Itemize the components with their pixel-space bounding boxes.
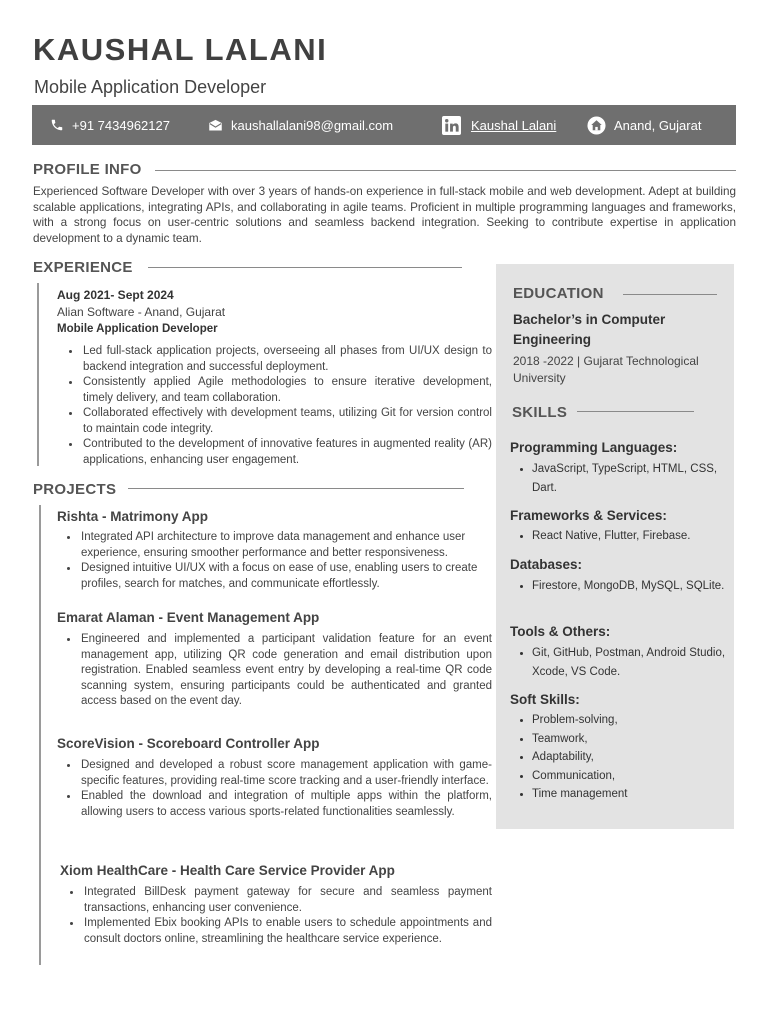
project-title: Emarat Alaman - Event Management App [57, 610, 320, 625]
list-item: • Problem-solving, [532, 711, 732, 730]
education-degree: Bachelor’s in Computer Engineering [513, 312, 666, 347]
list-item: • Integrated API architecture to improve data management and enhance user experience, ensuring smoother performance and better responsiveness. [79, 530, 492, 561]
project-title: Xiom HealthCare - Health Care Service Provider App [60, 863, 395, 878]
experience-timeline [37, 283, 39, 466]
projects-timeline [39, 505, 41, 965]
experience-role: Mobile Application Developer [57, 323, 218, 335]
projects-heading: PROJECTS [33, 481, 117, 498]
contact-linkedin[interactable] [442, 105, 556, 145]
experience-bullets [65, 344, 492, 468]
projects-divider [128, 488, 464, 489]
phone-number: +91 7434962127 [72, 117, 170, 133]
experience-heading: EXPERIENCE [33, 259, 133, 276]
skill-group-title: Databases: [510, 557, 583, 572]
email-icon [208, 119, 223, 132]
skill-list [516, 460, 732, 497]
skill-list [516, 577, 732, 596]
contact-bar [32, 105, 736, 145]
list-item: • Engineered and implemented a participant validation feature for an event management app, utilizing QR code generation and email distribution upon registration. Enabled seamless event entry by developing a real-time QR code scanning system, ensuring participants could be authenticated and granted access based on the event day. [79, 632, 492, 710]
experience-divider [148, 267, 462, 268]
contact-email[interactable] [208, 105, 393, 145]
contact-location [587, 105, 701, 145]
list-item: • JavaScript, TypeScript, HTML, CSS, Dart. [532, 460, 732, 497]
skill-group-title: Soft Skills: [510, 692, 580, 707]
project-bullets [63, 758, 492, 820]
location-text: Anand, Gujarat [614, 117, 702, 133]
list-item: • Git, GitHub, Postman, Android Studio, Xcode, VS Code. [532, 644, 732, 681]
list-item: • Implemented Ebix booking APIs to enable users to schedule appointments and consult doctors online, streamlining the healthcare service experience. [82, 916, 492, 947]
project-title: Rishta - Matrimony App [57, 509, 209, 524]
phone-icon [50, 118, 64, 132]
skills-divider [577, 411, 694, 412]
list-item: • Time management [532, 785, 732, 804]
list-item: • Designed intuitive UI/UX with a focus on ease of use, enabling users to create profiles, search for matches, and communicate effortlessly. [79, 561, 492, 592]
candidate-name: KAUSHAL LALANI [33, 32, 328, 67]
experience-company: Alian Software - Anand, Gujarat [57, 305, 226, 319]
profile-heading: PROFILE INFO [33, 161, 142, 178]
contact-phone [50, 105, 170, 145]
list-item: • Enabled the download and integration of multiple apps within the platform, allowing users to access various sports-related functionalities seamlessly. [79, 789, 492, 820]
profile-divider [155, 170, 736, 171]
list-item: • Collaborated effectively with development teams, utilizing Git for version control to maintain code integrity. [81, 406, 492, 437]
list-item: • React Native, Flutter, Firebase. [532, 527, 737, 546]
project-bullets [63, 530, 492, 592]
list-item: • Contributed to the development of innovative features in augmented reality (AR) applications, enhancing user engagement. [81, 437, 492, 468]
location-icon [587, 116, 606, 135]
project-bullets [66, 885, 492, 947]
candidate-title: Mobile Application Developer [34, 77, 267, 97]
skill-group-title: Frameworks & Services: [510, 508, 667, 523]
list-item: • Adaptability, [532, 748, 732, 767]
skill-list [516, 644, 732, 681]
skill-group-title: Tools & Others: [510, 624, 611, 639]
education-divider [623, 294, 717, 295]
list-item: • Integrated BillDesk payment gateway for secure and seamless payment transactions, enhancing user convenience. [82, 885, 492, 916]
list-item: • Firestore, MongoDB, MySQL, SQLite. [532, 577, 732, 596]
project-title: ScoreVision - Scoreboard Controller App [57, 736, 320, 751]
skills-heading: SKILLS [512, 404, 568, 421]
skill-group-title: Programming Languages: [510, 440, 678, 455]
email-address[interactable]: kaushallalani98@gmail.com [231, 117, 394, 133]
education-heading: EDUCATION [513, 285, 604, 302]
experience-date: Aug 2021- Sept 2024 [57, 288, 174, 302]
list-item: • Teamwork, [532, 730, 732, 749]
list-item: • Designed and developed a robust score management application with game-specific features, providing real-time score tracking and a user-friendly interface. [79, 758, 492, 789]
project-bullets [63, 632, 492, 710]
linkedin-link[interactable]: Kaushal Lalani [471, 117, 557, 133]
list-item: • Led full-stack application projects, overseeing all phases from UI/UX design to backend integration and successful deployment. [81, 344, 492, 375]
list-item: • Communication, [532, 767, 732, 786]
skill-list [516, 711, 732, 804]
skill-list [516, 527, 737, 546]
education-details: 2018 -2022 | Gujarat Technological University [513, 354, 699, 385]
list-item: • Consistently applied Agile methodologies to ensure iterative development, timely delivery, and team collaboration. [81, 375, 492, 406]
linkedin-icon [442, 116, 461, 135]
profile-summary: Experienced Software Developer with over 3 years of hands-on experience in full-stack mobile and web development. Adept at building scalable applications, integrating APIs, and collaborating in agile teams. Proficient in multiple programming languages and frameworks, with a strong focus on user-centric solutions and seamless backend integration. Seeking to contribute expertise in application development to a dynamic team. [33, 185, 736, 246]
